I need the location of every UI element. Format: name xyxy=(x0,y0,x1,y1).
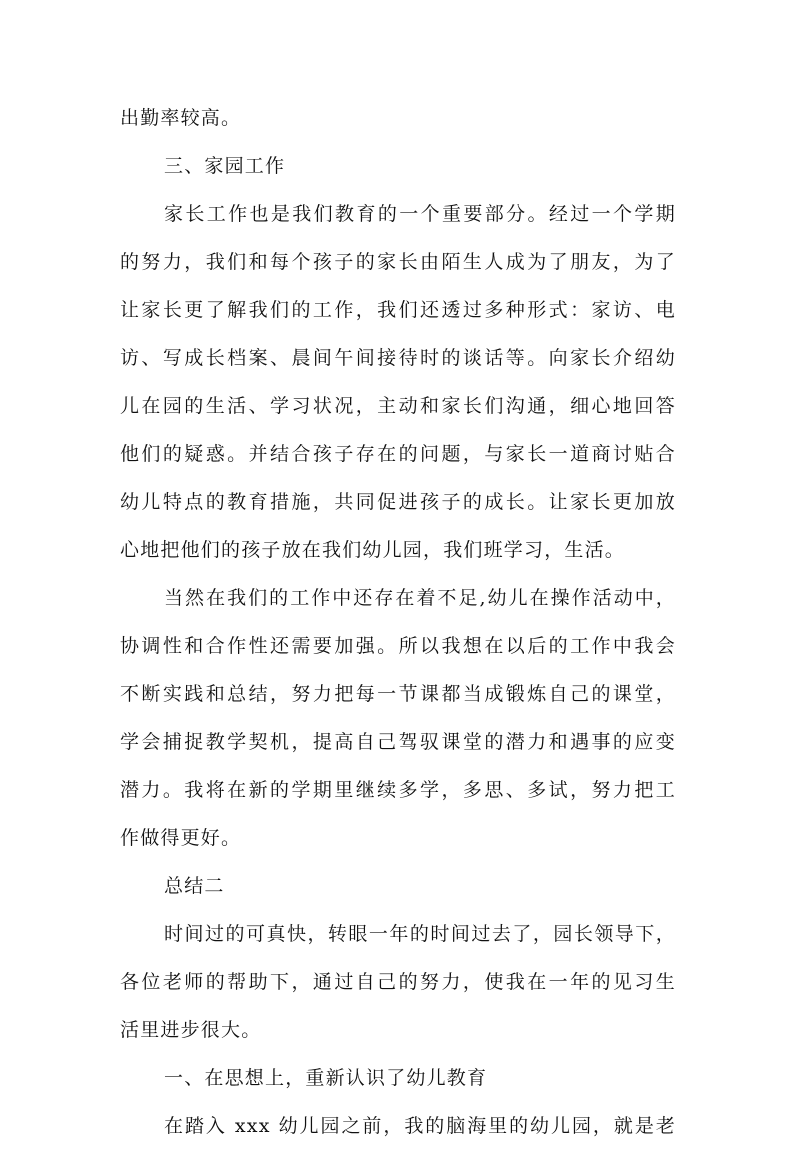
paragraph-line: 潜力。我将在新的学期里继续多学，多思、多试，努力把工 xyxy=(120,779,676,801)
paragraph-line: 让家长更了解我们的工作，我们还透过多种形式：家访、电 xyxy=(120,299,676,321)
paragraph-line: 各位老师的帮助下，通过自己的努力，使我在一年的见习生 xyxy=(120,971,676,993)
section-heading: 总结二 xyxy=(164,875,225,897)
paragraph-line: 学会捕捉教学契机，提高自己驾驭课堂的潜力和遇事的应变 xyxy=(120,731,676,753)
text-line: 出勤率较高。 xyxy=(120,107,242,129)
paragraph-line: 家长工作也是我们教育的一个重要部分。经过一个学期 xyxy=(164,203,676,225)
paragraph-line: 的努力，我们和每个孩子的家长由陌生人成为了朋友，为了 xyxy=(120,251,676,273)
paragraph-line: 儿在园的生活、学习状况，主动和家长们沟通，细心地回答 xyxy=(120,395,676,417)
section-heading: 三、家园工作 xyxy=(164,155,286,177)
paragraph-line: 时间过的可真快，转眼一年的时间过去了，园长领导下， xyxy=(164,923,676,945)
paragraph-line: 活里进步很大。 xyxy=(120,1019,262,1041)
paragraph-line: 当然在我们的工作中还存在着不足,幼儿在操作活动中， xyxy=(164,587,676,609)
paragraph-line: 不断实践和总结，努力把每一节课都当成锻炼自己的课堂， xyxy=(120,683,676,705)
paragraph-line: 协调性和合作性还需要加强。所以我想在以后的工作中我会 xyxy=(120,635,676,657)
section-heading: 一、在思想上，重新认识了幼儿教育 xyxy=(164,1067,488,1089)
paragraph-line: 幼儿特点的教育措施，共同促进孩子的成长。让家长更加放 xyxy=(120,491,676,513)
document-body xyxy=(120,94,676,1150)
paragraph-line: 访、写成长档案、晨间午间接待时的谈话等。向家长介绍幼 xyxy=(120,347,676,369)
paragraph-line: 作做得更好。 xyxy=(120,827,242,849)
paragraph-line: 在踏入 xxx 幼儿园之前，我的脑海里的幼儿园，就是老 xyxy=(164,1115,676,1137)
paragraph-line: 心地把他们的孩子放在我们幼儿园，我们班学习，生活。 xyxy=(120,539,626,561)
paragraph-line: 他们的疑惑。并结合孩子存在的问题，与家长一道商讨贴合 xyxy=(120,443,676,465)
